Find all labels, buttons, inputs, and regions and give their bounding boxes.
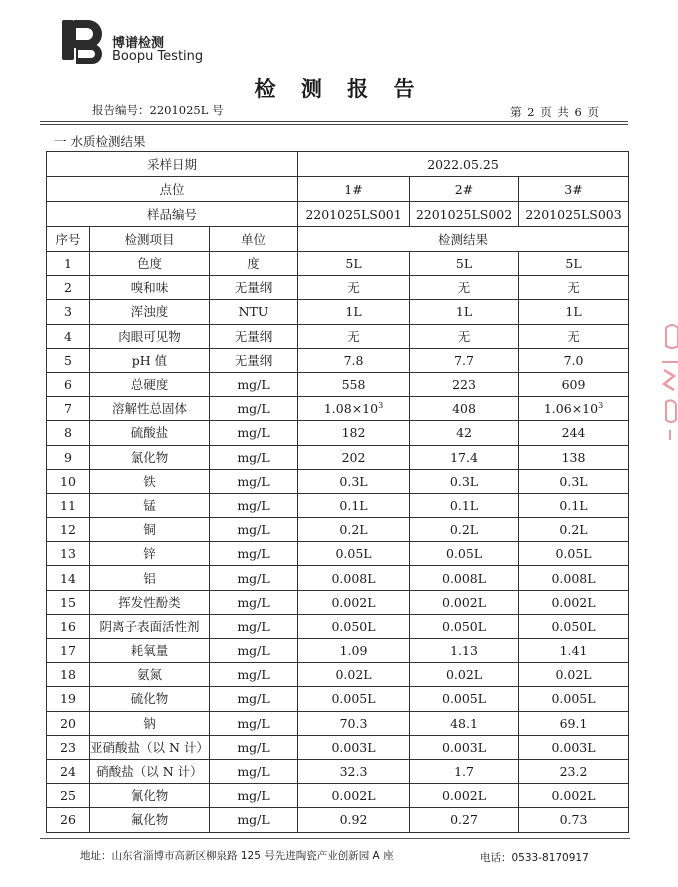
row-item: 阴离子表面活性剂	[90, 614, 210, 638]
row-value-3: 0.05L	[519, 542, 629, 566]
row-value-2: 0.3L	[410, 469, 519, 493]
row-unit: 无量纲	[210, 324, 298, 348]
row-value-1: 202	[298, 445, 410, 469]
row-value-3: 0.008L	[519, 566, 629, 590]
row-value-2: 0.05L	[410, 542, 519, 566]
row-value-3: 23.2	[519, 759, 629, 783]
row-value-1: 70.3	[298, 711, 410, 735]
value-mantissa: 1.08×10	[323, 401, 379, 417]
row-unit: mg/L	[210, 445, 298, 469]
row-seq: 8	[47, 421, 90, 445]
row-value-3: 0.1L	[519, 493, 629, 517]
table-row	[47, 372, 629, 396]
row-value-3: 0.3L	[519, 469, 629, 493]
row-seq: 15	[47, 590, 90, 614]
row-value-1: 0.02L	[298, 663, 410, 687]
row-value-2: 无	[410, 324, 519, 348]
row-value-3: 0.002L	[519, 590, 629, 614]
row-item: 挥发性酚类	[90, 590, 210, 614]
sampling-date-label: 采样日期	[47, 152, 298, 177]
row-value-3: 5L	[519, 252, 629, 276]
row-value-3: 609	[519, 372, 629, 396]
row-item: 总硬度	[90, 372, 210, 396]
page-title: 检 测 报 告	[254, 76, 424, 101]
row-seq: 11	[47, 493, 90, 517]
table-row	[47, 639, 629, 663]
row-item: 硫酸盐	[90, 421, 210, 445]
row-value-3	[519, 397, 629, 421]
row-item: 嗅和味	[90, 276, 210, 300]
table-row	[47, 663, 629, 687]
header-rule-bottom	[40, 124, 628, 125]
row-value-1: 0.002L	[298, 784, 410, 808]
row-seq: 3	[47, 300, 90, 324]
section-title: 一 水质检测结果	[54, 134, 146, 149]
row-item: 亚硝酸盐（以 N 计）	[90, 735, 210, 759]
point-3: 3#	[519, 177, 629, 202]
row-unit: mg/L	[210, 493, 298, 517]
row-value-2: 0.003L	[410, 735, 519, 759]
row-seq: 16	[47, 614, 90, 638]
row-seq: 13	[47, 542, 90, 566]
sample-id-2: 2201025LS002	[410, 202, 519, 227]
row-seq: 6	[47, 372, 90, 396]
row-unit: mg/L	[210, 421, 298, 445]
sampling-date-value: 2022.05.25	[298, 152, 629, 177]
row-value-2: 0.002L	[410, 590, 519, 614]
table-row	[47, 614, 629, 638]
table-row	[47, 300, 629, 324]
col-unit-header: 单位	[210, 227, 298, 252]
row-unit: mg/L	[210, 735, 298, 759]
row-seq: 18	[47, 663, 90, 687]
row-item: 铁	[90, 469, 210, 493]
row-value-1: 0.002L	[298, 590, 410, 614]
row-value-1: 0.008L	[298, 566, 410, 590]
row-value-1: 5L	[298, 252, 410, 276]
table-row	[47, 784, 629, 808]
row-unit: mg/L	[210, 784, 298, 808]
row-value-2: 0.02L	[410, 663, 519, 687]
row-value-2: 48.1	[410, 711, 519, 735]
sampling-date-row	[47, 152, 629, 177]
row-item: 锰	[90, 493, 210, 517]
report-number-value: 2201025L 号	[149, 103, 224, 117]
row-unit: mg/L	[210, 566, 298, 590]
table-row	[47, 542, 629, 566]
row-unit: NTU	[210, 300, 298, 324]
row-value-3: 0.005L	[519, 687, 629, 711]
point-2: 2#	[410, 177, 519, 202]
table-row	[47, 566, 629, 590]
row-seq: 12	[47, 518, 90, 542]
row-seq: 25	[47, 784, 90, 808]
row-value-2: 无	[410, 276, 519, 300]
row-value-2: 0.1L	[410, 493, 519, 517]
row-value-3: 0.003L	[519, 735, 629, 759]
row-value-3: 138	[519, 445, 629, 469]
row-seq: 2	[47, 276, 90, 300]
row-unit: mg/L	[210, 614, 298, 638]
column-header-row	[47, 227, 629, 252]
row-value-1: 0.3L	[298, 469, 410, 493]
row-value-1: 0.003L	[298, 735, 410, 759]
row-value-3: 无	[519, 276, 629, 300]
row-value-3: 无	[519, 324, 629, 348]
row-value-1: 7.8	[298, 348, 410, 372]
results-table	[46, 151, 629, 833]
row-item: 铜	[90, 518, 210, 542]
row-seq: 23	[47, 735, 90, 759]
row-item: 氨氮	[90, 663, 210, 687]
row-value-2: 1.13	[410, 639, 519, 663]
row-unit: 无量纲	[210, 348, 298, 372]
row-item: 锌	[90, 542, 210, 566]
row-seq: 9	[47, 445, 90, 469]
row-value-1: 0.2L	[298, 518, 410, 542]
row-unit: mg/L	[210, 372, 298, 396]
row-value-3: 0.002L	[519, 784, 629, 808]
red-seal-fragment	[656, 318, 678, 448]
row-value-2: 1.7	[410, 759, 519, 783]
row-item: 耗氧量	[90, 639, 210, 663]
sample-id-label: 样品编号	[47, 202, 298, 227]
row-value-1: 0.1L	[298, 493, 410, 517]
row-unit: mg/L	[210, 663, 298, 687]
table-row	[47, 759, 629, 783]
row-value-1: 32.3	[298, 759, 410, 783]
row-item: 硝酸盐（以 N 计）	[90, 759, 210, 783]
table-row	[47, 469, 629, 493]
row-value-1: 182	[298, 421, 410, 445]
row-value-1: 558	[298, 372, 410, 396]
table-row	[47, 276, 629, 300]
point-row	[47, 177, 629, 202]
row-unit: mg/L	[210, 542, 298, 566]
row-value-3: 1L	[519, 300, 629, 324]
page-number: 第 2 页 共 6 页	[510, 105, 600, 119]
row-value-1: 1.09	[298, 639, 410, 663]
row-seq: 26	[47, 808, 90, 832]
table-row	[47, 397, 629, 421]
row-unit: mg/L	[210, 590, 298, 614]
row-value-1: 无	[298, 324, 410, 348]
row-seq: 24	[47, 759, 90, 783]
row-item: 溶解性总固体	[90, 397, 210, 421]
row-seq: 20	[47, 711, 90, 735]
row-value-2: 0.005L	[410, 687, 519, 711]
table-row	[47, 590, 629, 614]
sample-id-1: 2201025LS001	[298, 202, 410, 227]
row-value-2: 0.2L	[410, 518, 519, 542]
row-unit: mg/L	[210, 808, 298, 832]
row-item: pH 值	[90, 348, 210, 372]
table-row	[47, 493, 629, 517]
row-value-2: 0.050L	[410, 614, 519, 638]
value-exponent: 3	[598, 401, 604, 411]
point-label: 点位	[47, 177, 298, 202]
row-unit: mg/L	[210, 518, 298, 542]
row-unit: mg/L	[210, 759, 298, 783]
row-value-2: 5L	[410, 252, 519, 276]
row-value-1	[298, 397, 410, 421]
table-row	[47, 687, 629, 711]
row-unit: 无量纲	[210, 276, 298, 300]
row-unit: mg/L	[210, 711, 298, 735]
row-value-1: 0.92	[298, 808, 410, 832]
row-item: 氯化物	[90, 445, 210, 469]
table-row	[47, 252, 629, 276]
row-seq: 19	[47, 687, 90, 711]
row-unit: mg/L	[210, 397, 298, 421]
row-item: 色度	[90, 252, 210, 276]
point-1: 1#	[298, 177, 410, 202]
row-unit: mg/L	[210, 687, 298, 711]
row-item: 氰化物	[90, 784, 210, 808]
row-value-3: 0.050L	[519, 614, 629, 638]
footer-address: 地址：山东省淄博市高新区柳泉路 125 号先进陶瓷产业创新园 A 座	[80, 850, 394, 862]
table-row	[47, 348, 629, 372]
row-value-2: 408	[410, 397, 519, 421]
row-seq: 10	[47, 469, 90, 493]
row-seq: 7	[47, 397, 90, 421]
row-seq: 5	[47, 348, 90, 372]
row-value-3: 244	[519, 421, 629, 445]
row-value-2: 17.4	[410, 445, 519, 469]
row-value-1: 0.005L	[298, 687, 410, 711]
table-row	[47, 808, 629, 832]
row-item: 铝	[90, 566, 210, 590]
row-seq: 4	[47, 324, 90, 348]
table-row	[47, 421, 629, 445]
row-value-3: 0.2L	[519, 518, 629, 542]
row-value-1: 0.050L	[298, 614, 410, 638]
col-item-header: 检测项目	[90, 227, 210, 252]
value-exponent: 3	[378, 401, 384, 411]
report-number-label: 报告编号：	[92, 103, 150, 117]
row-value-2: 0.008L	[410, 566, 519, 590]
row-unit: mg/L	[210, 639, 298, 663]
row-value-2: 0.002L	[410, 784, 519, 808]
row-item: 肉眼可见物	[90, 324, 210, 348]
row-unit: 度	[210, 252, 298, 276]
row-item: 硫化物	[90, 687, 210, 711]
sample-id-3: 2201025LS003	[519, 202, 629, 227]
brand-name-en: Boopu Testing	[112, 49, 204, 64]
row-value-1: 0.05L	[298, 542, 410, 566]
row-value-1: 无	[298, 276, 410, 300]
table-row	[47, 445, 629, 469]
row-item: 氟化物	[90, 808, 210, 832]
row-unit: mg/L	[210, 469, 298, 493]
row-value-2: 42	[410, 421, 519, 445]
header-rule-top	[40, 121, 628, 122]
col-seq-header: 序号	[47, 227, 90, 252]
row-item: 钠	[90, 711, 210, 735]
row-seq: 17	[47, 639, 90, 663]
row-value-3: 1.41	[519, 639, 629, 663]
row-value-2: 223	[410, 372, 519, 396]
row-value-2: 0.27	[410, 808, 519, 832]
report-number	[92, 102, 224, 118]
brand-name-cn: 博谱检测	[112, 36, 165, 51]
row-item: 浑浊度	[90, 300, 210, 324]
value-mantissa: 1.06×10	[543, 401, 599, 417]
row-value-3: 0.73	[519, 808, 629, 832]
table-row	[47, 711, 629, 735]
boopu-logo-icon	[58, 14, 112, 66]
table-row	[47, 324, 629, 348]
table-row	[47, 735, 629, 759]
table-row	[47, 518, 629, 542]
row-value-1: 1L	[298, 300, 410, 324]
footer-phone: 电话：0533-8170917	[480, 852, 589, 864]
row-value-3: 0.02L	[519, 663, 629, 687]
footer-rule	[40, 838, 630, 839]
row-seq: 1	[47, 252, 90, 276]
row-value-3: 7.0	[519, 348, 629, 372]
col-result-header: 检测结果	[298, 227, 629, 252]
row-value-2: 7.7	[410, 348, 519, 372]
sample-id-row	[47, 202, 629, 227]
row-value-3: 69.1	[519, 711, 629, 735]
row-value-2: 1L	[410, 300, 519, 324]
row-seq: 14	[47, 566, 90, 590]
